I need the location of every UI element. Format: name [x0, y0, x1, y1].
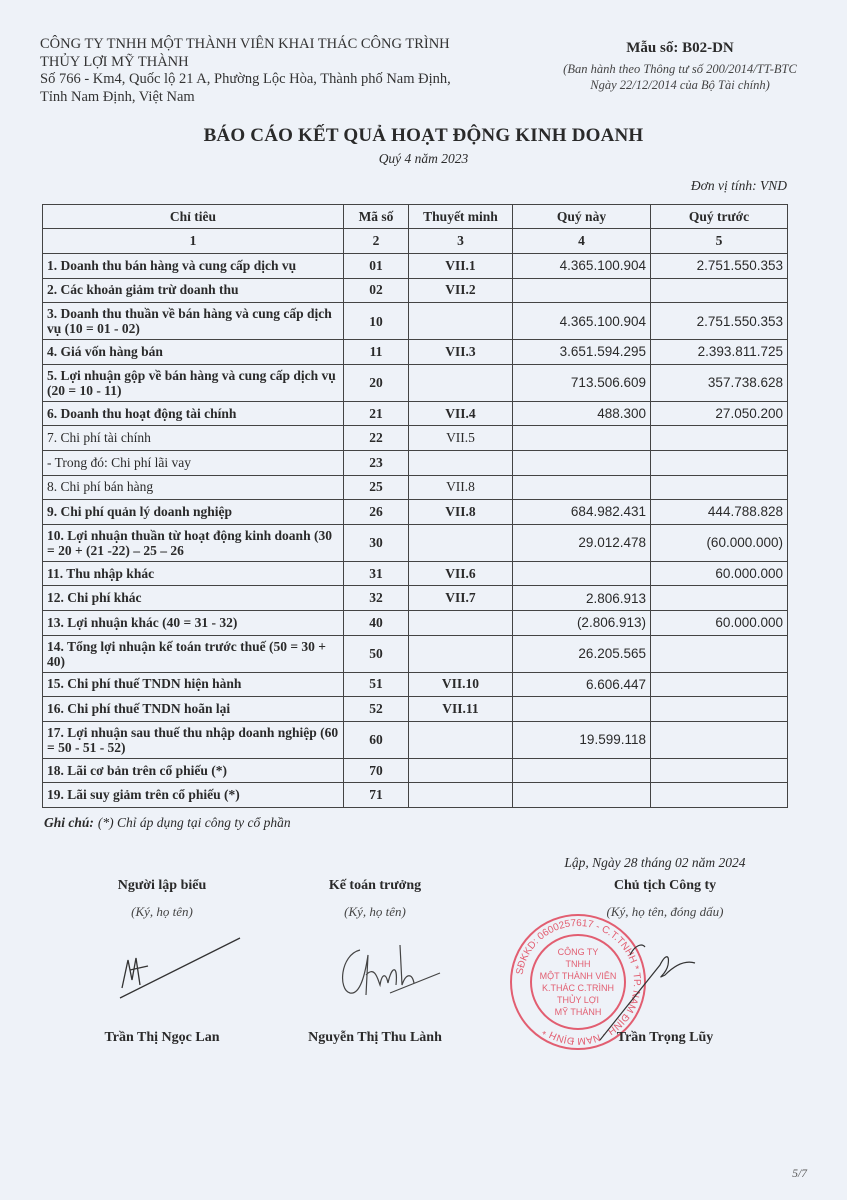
stamp-line-1: CÔNG TY [557, 947, 599, 957]
row-current-quarter [513, 475, 651, 500]
row-current-quarter: 19.599.118 [513, 721, 651, 758]
issued-line2: Ngày 22/12/2014 của Bộ Tài chính) [590, 78, 770, 92]
row-label: 12. Chi phí khác [43, 586, 344, 611]
table-row [43, 783, 788, 808]
table-row [43, 278, 788, 303]
row-previous-quarter [651, 635, 788, 672]
row-previous-quarter [651, 697, 788, 722]
row-current-quarter [513, 561, 651, 586]
row-note: VII.8 [409, 500, 513, 525]
row-previous-quarter [651, 758, 788, 783]
row-label: 6. Doanh thu hoạt động tài chính [43, 401, 344, 426]
row-current-quarter [513, 783, 651, 808]
row-previous-quarter [651, 783, 788, 808]
row-previous-quarter: 60.000.000 [651, 561, 788, 586]
row-label: 8. Chi phí bán hàng [43, 475, 344, 500]
report-period: Quý 4 năm 2023 [378, 151, 469, 166]
row-code: 01 [344, 254, 409, 279]
row-note [409, 364, 513, 401]
row-code: 22 [344, 426, 409, 451]
row-previous-quarter [651, 586, 788, 611]
row-previous-quarter: 27.050.200 [651, 401, 788, 426]
row-previous-quarter: 444.788.828 [651, 500, 788, 525]
row-current-quarter: 684.982.431 [513, 500, 651, 525]
row-note [409, 610, 513, 635]
preparer-name: Trần Thị Ngọc Lan [104, 1030, 220, 1045]
table-row [43, 524, 788, 561]
row-note: VII.8 [409, 475, 513, 500]
row-label: 5. Lợi nhuận gộp về bán hàng và cung cấp dịch vụ (20 = 10 - 11) [43, 364, 344, 401]
row-note [409, 783, 513, 808]
row-previous-quarter: 2.751.550.353 [651, 303, 788, 340]
form-info [560, 40, 800, 93]
row-code: 71 [344, 783, 409, 808]
row-code: 02 [344, 278, 409, 303]
issued-line1: (Ban hành theo Thông tư số 200/2014/TT-BTC [563, 62, 797, 76]
index-3: 3 [409, 229, 513, 254]
chairman-signature [557, 935, 700, 1045]
row-note: VII.3 [409, 340, 513, 365]
chairman-name: Trần Trọng Lũy [616, 1030, 714, 1045]
row-code: 40 [344, 610, 409, 635]
company-info [40, 36, 451, 106]
row-note [409, 635, 513, 672]
row-current-quarter [513, 758, 651, 783]
preparer-hint: (Ký, họ tên) [131, 904, 193, 919]
row-code: 60 [344, 721, 409, 758]
row-previous-quarter: 2.393.811.725 [651, 340, 788, 365]
row-current-quarter: 29.012.478 [513, 524, 651, 561]
table-row [43, 758, 788, 783]
index-5: 5 [651, 229, 788, 254]
row-code: 20 [344, 364, 409, 401]
report-title: BÁO CÁO KẾT QUẢ HOẠT ĐỘNG KINH DOANH [203, 125, 644, 146]
row-note [409, 450, 513, 475]
row-code: 30 [344, 524, 409, 561]
row-label: 11. Thu nhập khác [43, 561, 344, 586]
stamp-line-6: MỸ THÀNH [554, 1007, 602, 1017]
row-current-quarter [513, 426, 651, 451]
row-note [409, 524, 513, 561]
header-note: Thuyết minh [409, 205, 513, 229]
row-previous-quarter [651, 672, 788, 697]
row-code: 11 [344, 340, 409, 365]
row-current-quarter: 26.205.565 [513, 635, 651, 672]
currency-unit: Đơn vị tính: VND [690, 178, 787, 193]
row-current-quarter: 488.300 [513, 401, 651, 426]
row-code: 52 [344, 697, 409, 722]
row-code: 51 [344, 672, 409, 697]
row-note: VII.7 [409, 586, 513, 611]
row-code: 31 [344, 561, 409, 586]
row-note [409, 721, 513, 758]
row-label: - Trong đó: Chi phí lãi vay [43, 450, 344, 475]
row-current-quarter [513, 278, 651, 303]
row-previous-quarter: (60.000.000) [651, 524, 788, 561]
company-name-line1: CÔNG TY TNHH MỘT THÀNH VIÊN KHAI THÁC CÔNG TRÌNH [40, 36, 450, 52]
row-label: 19. Lãi suy giảm trên cổ phiếu (*) [43, 783, 344, 808]
row-code: 32 [344, 586, 409, 611]
address-line1: Số 766 - Km4, Quốc lộ 21 A, Phường Lộc Hòa, Thành phố Nam Định, [40, 71, 451, 87]
table-row [43, 672, 788, 697]
row-label: 4. Giá vốn hàng bán [43, 340, 344, 365]
row-label: 16. Chi phí thuế TNDN hoãn lại [43, 697, 344, 722]
row-current-quarter [513, 450, 651, 475]
row-note [409, 303, 513, 340]
accountant-role: Kế toán trưởng [328, 878, 422, 893]
table-row [43, 697, 788, 722]
row-current-quarter: (2.806.913) [513, 610, 651, 635]
row-previous-quarter [651, 475, 788, 500]
row-label: 13. Lợi nhuận khác (40 = 31 - 32) [43, 610, 344, 635]
index-4: 4 [513, 229, 651, 254]
row-note [409, 758, 513, 783]
row-current-quarter [513, 697, 651, 722]
preparer-role: Người lập biểu [117, 878, 207, 893]
row-code: 10 [344, 303, 409, 340]
table-header-row [43, 205, 788, 229]
table-row [43, 475, 788, 500]
row-previous-quarter: 357.738.628 [651, 364, 788, 401]
table-row [43, 340, 788, 365]
table-row [43, 721, 788, 758]
row-code: 70 [344, 758, 409, 783]
income-statement-table [42, 204, 788, 808]
preparer-block [62, 878, 262, 920]
stamp-line-2: TNHH [565, 959, 591, 969]
table-row [43, 610, 788, 635]
company-name-line2: THỦY LỢI MỸ THÀNH [40, 53, 189, 70]
signature-date: Lập, Ngày 28 tháng 02 năm 2024 [564, 855, 746, 870]
chairman-hint: (Ký, họ tên, đóng dấu) [606, 904, 724, 919]
index-2: 2 [344, 229, 409, 254]
index-1: 1 [43, 229, 344, 254]
row-note: VII.4 [409, 401, 513, 426]
row-code: 25 [344, 475, 409, 500]
header-current-quarter: Quý này [513, 205, 651, 229]
table-row [43, 364, 788, 401]
accountant-signature [330, 935, 450, 1005]
row-label: 18. Lãi cơ bản trên cổ phiếu (*) [43, 758, 344, 783]
row-note: VII.11 [409, 697, 513, 722]
row-label: 17. Lợi nhuận sau thuế thu nhập doanh nghiệp (60 = 50 - 51 - 52) [43, 721, 344, 758]
table-row [43, 254, 788, 279]
row-label: 14. Tổng lợi nhuận kế toán trước thuế (50 = 30 + 40) [43, 635, 344, 672]
row-label: 3. Doanh thu thuần về bán hàng và cung cấp dịch vụ (10 = 01 - 02) [43, 303, 344, 340]
row-label: 2. Các khoản giảm trừ doanh thu [43, 278, 344, 303]
row-code: 23 [344, 450, 409, 475]
row-label: 9. Chi phí quản lý doanh nghiệp [43, 500, 344, 525]
row-previous-quarter: 60.000.000 [651, 610, 788, 635]
row-note: VII.1 [409, 254, 513, 279]
accountant-block [275, 878, 475, 920]
row-label: 10. Lợi nhuận thuần từ hoạt động kinh doanh (30 = 20 + (21 -22) – 25 – 26 [43, 524, 344, 561]
row-current-quarter: 6.606.447 [513, 672, 651, 697]
row-previous-quarter [651, 278, 788, 303]
row-current-quarter: 4.365.100.904 [513, 303, 651, 340]
preparer-signature [100, 930, 250, 1010]
row-note: VII.6 [409, 561, 513, 586]
header-indicator: Chỉ tiêu [43, 205, 344, 229]
table-index-row [43, 229, 788, 254]
address-line2: Tỉnh Nam Định, Việt Nam [40, 88, 195, 105]
row-note: VII.2 [409, 278, 513, 303]
row-label: 1. Doanh thu bán hàng và cung cấp dịch vụ [43, 254, 344, 279]
row-current-quarter: 4.365.100.904 [513, 254, 651, 279]
table-row [43, 635, 788, 672]
form-code: Mẫu số: B02-DN [626, 40, 734, 56]
row-previous-quarter [651, 426, 788, 451]
row-previous-quarter: 2.751.550.353 [651, 254, 788, 279]
stamp-ring-path: SĐKKD: 0600257617 - C.T.TNHH * TP. NAM ĐỊNH - NAM ĐỊNH * [514, 917, 643, 1047]
chairman-role: Chủ tịch Công ty [613, 878, 717, 893]
row-current-quarter: 713.506.609 [513, 364, 651, 401]
stamp-line-3: MỘT THÀNH VIÊN [539, 971, 617, 981]
row-previous-quarter [651, 721, 788, 758]
row-note: VII.5 [409, 426, 513, 451]
table-row [43, 303, 788, 340]
accountant-hint: (Ký, họ tên) [344, 904, 406, 919]
footnote [44, 815, 291, 831]
table-row [43, 401, 788, 426]
footnote-text: (*) Chỉ áp dụng tại công ty cổ phần [97, 815, 291, 830]
footnote-label: Ghi chú: [44, 815, 94, 830]
row-note: VII.10 [409, 672, 513, 697]
page-number: 5/7 [792, 1168, 807, 1180]
header-code: Mã số [344, 205, 409, 229]
table-row [43, 561, 788, 586]
table-row [43, 500, 788, 525]
row-code: 50 [344, 635, 409, 672]
table-row [43, 426, 788, 451]
row-current-quarter: 3.651.594.295 [513, 340, 651, 365]
stamp-line-4: K.THÁC C.TRÌNH [542, 983, 614, 993]
row-code: 26 [344, 500, 409, 525]
stamp-line-5: THỦY LỢI [556, 995, 600, 1005]
row-label: 15. Chi phí thuế TNDN hiện hành [43, 672, 344, 697]
row-current-quarter: 2.806.913 [513, 586, 651, 611]
table-row [43, 586, 788, 611]
row-code: 21 [344, 401, 409, 426]
row-previous-quarter [651, 450, 788, 475]
accountant-name: Nguyễn Thị Thu Lành [308, 1030, 442, 1045]
header-previous-quarter: Quý trước [651, 205, 788, 229]
row-label: 7. Chi phí tài chính [43, 426, 344, 451]
table-row [43, 450, 788, 475]
